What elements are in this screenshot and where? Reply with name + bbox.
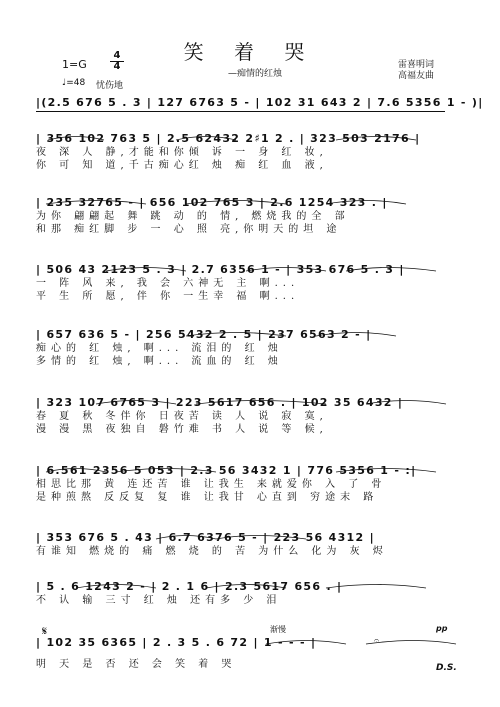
notation-line: | 356 102 763 5 | 2.5 62432 2♯1 2 . | 323 503 2176 |	[36, 132, 421, 145]
lyricist-credit: 雷喜明词	[398, 60, 435, 70]
lyric-line-1: 夜 深 人 静,才能和你倾 诉 一 身 红 妆,	[36, 147, 328, 158]
beam-line	[36, 111, 445, 116]
score-system	[36, 531, 462, 558]
score-system	[36, 396, 462, 436]
expression-marking: 忧伤地	[96, 81, 124, 91]
score-system	[36, 580, 462, 607]
slur-marks	[36, 574, 462, 582]
lyric-line-1: 有谁知 燃烧的 痛 燃 烧 的 苦 为什么 化为 灰 烬	[36, 546, 388, 557]
lyric-line-2: 多情的 红 烛, 啊... 流血的 红 烛	[36, 356, 283, 367]
score-system	[36, 328, 462, 368]
lyric-line-1: 为你 翩翩起 舞 跳 动 的 情, 燃烧我的全 部	[36, 211, 350, 222]
fermata-icon: 𝄐	[374, 636, 380, 646]
slur-marks	[36, 458, 462, 466]
slur-marks	[36, 525, 462, 533]
composer-credit: 高福友曲	[398, 71, 435, 81]
slur-marks	[36, 322, 462, 330]
notation-line: | 235 32765 - | 656 102 765 3 | 2.6 1254 323 . |	[36, 196, 388, 209]
lyric-line-1: 春 夏 秋 冬伴你 日夜苦 读 人 说 寂 寞,	[36, 411, 328, 422]
lyric-line-2: 平 生 所 愿, 伴 你 一生幸 福 啊...	[36, 291, 300, 302]
score-system	[36, 636, 462, 671]
slur-marks	[36, 390, 462, 398]
lyric-line-1: 相思比那 黄 连还苦 谁 让我生 来就爱你 入 了 骨	[36, 479, 387, 490]
lyric-line-1: 不 认 输 三寸 红 烛 还有多 少 泪	[36, 595, 282, 606]
slur-marks	[36, 126, 462, 134]
segno-icon: 𝄋	[42, 624, 48, 638]
ritard-marking: 渐慢	[270, 625, 286, 634]
key-signature: 1=G	[62, 58, 87, 71]
dal-segno-marking: D.S.	[436, 663, 457, 673]
slur-marks	[36, 190, 462, 198]
time-signature	[110, 51, 124, 72]
notation-line: | 102 35 6365 | 2 . 3 5 . 6 72 | 1 - - - |	[36, 636, 317, 649]
score-system	[36, 96, 484, 116]
song-subtitle: —痴情的红烛	[228, 69, 283, 79]
score-system	[36, 132, 462, 172]
lyric-line-2: 漫 漫 黑 夜独自 磐竹难 书 人 说 等 候,	[36, 424, 328, 435]
lyric-line-2: 是种煎熬 反反复 复 谁 让我甘 心直到 穷途末 路	[36, 492, 379, 503]
notation-line: | 5 . 6 1243 2 - | 2 . 1 6 | 2.3 5617 656 . |	[36, 580, 343, 593]
lyric-line-1: 一 阵 风 来, 我 会 六神无 主 啊...	[36, 278, 300, 289]
time-bottom: 4	[110, 61, 124, 72]
dynamic-marking: pp	[436, 624, 448, 633]
score-system	[36, 464, 462, 504]
slur-marks	[36, 630, 462, 638]
song-title: 笑 着 哭	[183, 40, 317, 64]
notation-line: | 6.561 2356 5 053 | 2.3 56 3432 1 | 776 5356 1 - :|	[36, 464, 417, 477]
score-system	[36, 196, 462, 236]
lyric-line-1: 明 天 是 否 还 会 笑 着 哭	[36, 659, 237, 670]
lyric-line-2: 和那 痴红脚 步 一 心 照 亮,你明天的坦 途	[36, 224, 342, 235]
score-system	[36, 263, 462, 303]
notation-line: |(2.5 676 5 . 3 | 127 6763 5 - | 102 31 643 2 | 7.6 5356 1 - )|	[36, 96, 484, 109]
tempo-marking: ♩=48	[62, 78, 86, 88]
notation-line: | 657 636 5 - | 256 5432 2 . 5 | 237 6563 2 - |	[36, 328, 372, 341]
time-top: 4	[113, 50, 121, 61]
notation-line: | 506 43 2123 5 . 3 | 2.7 6356 1 - | 353 676 5 . 3 |	[36, 263, 405, 276]
notation-line: | 323 107 6765 3 | 223 5617 656 . | 102 35 6432 |	[36, 396, 404, 409]
lyric-line-1: 痴心的 红 烛, 啊... 流泪的 红 烛	[36, 343, 283, 354]
slur-marks	[36, 257, 462, 265]
notation-line: | 353 676 5 . 43 | 6.7 6376 5 - | 223 56 4312 |	[36, 531, 375, 544]
lyric-line-2: 你 可 知 道,千古痴心红 烛 痴 红 血 液,	[36, 160, 328, 171]
